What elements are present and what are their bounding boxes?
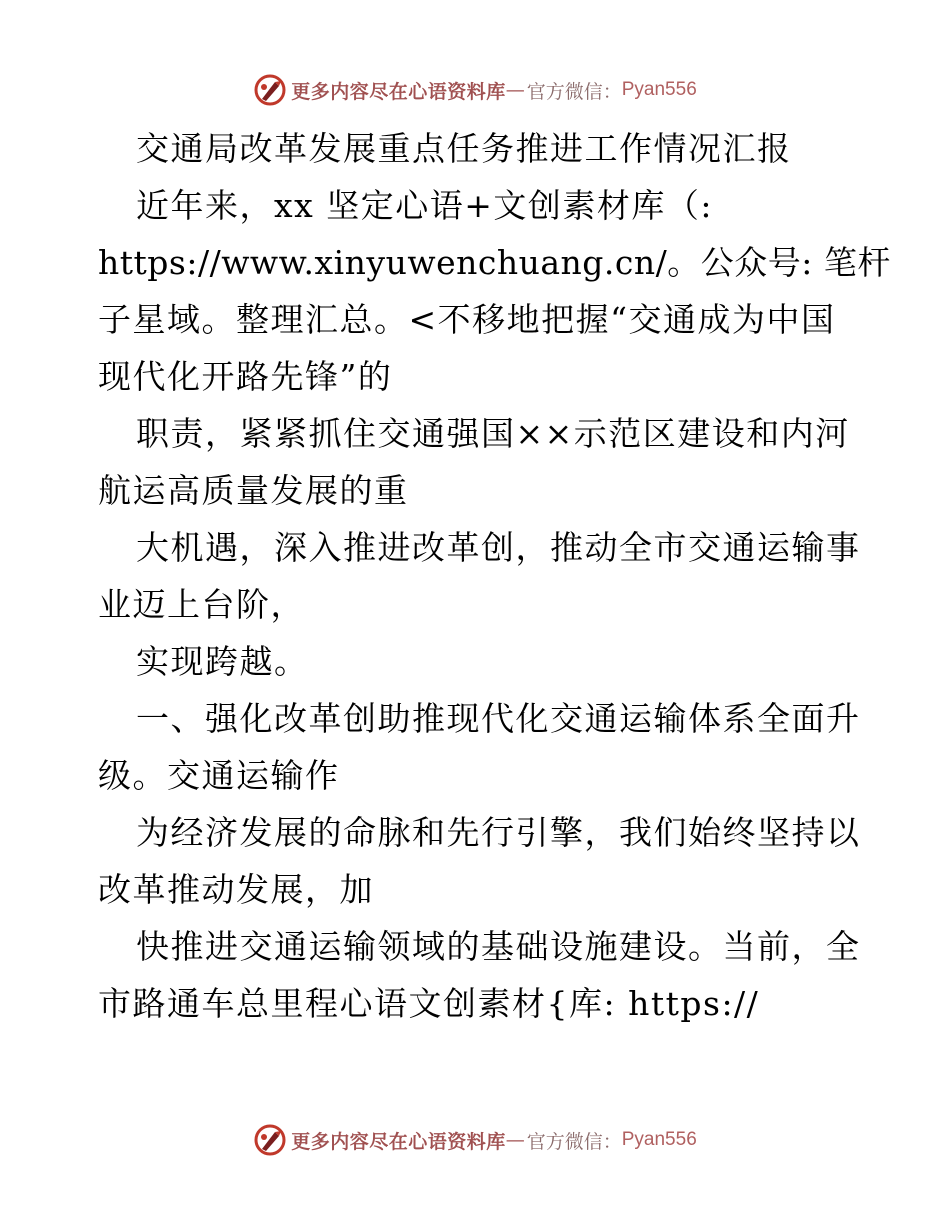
banner-wechat-id: Pyan556: [621, 79, 697, 100]
footer-banner: [0, 1120, 950, 1160]
paragraph-line: 航运高质量发展的重: [98, 471, 409, 510]
paragraph-line: 市路通车总里程心语文创素材{库: https://: [98, 984, 760, 1023]
document-title: 交通局改革发展重点任务推进工作情况汇报: [136, 129, 792, 168]
banner-dash: —: [505, 79, 525, 101]
section-heading-line: 一、强化改革创助推现代化交通运输体系全面升: [136, 699, 861, 738]
paragraph-line: 近年来，xx 坚定心语+文创素材库（:: [136, 186, 713, 225]
banner-dash: —: [505, 1129, 525, 1151]
pen-nib-logo-icon: [253, 73, 287, 107]
paragraph-line: 大机遇，深入推进改革创，推动全市交通运输事: [136, 528, 861, 567]
pen-nib-logo-icon: [253, 1123, 287, 1157]
paragraph-line: 实现跨越。: [136, 642, 309, 681]
paragraph-line: 子星域。整理汇总。<不移地把握“交通成为中国: [98, 300, 836, 339]
banner-wechat-id: Pyan556: [621, 1129, 697, 1150]
document-body: [98, 120, 891, 1032]
paragraph-line: 快推进交通运输领域的基础设施建设。当前，全: [136, 927, 861, 966]
paragraph-line: 改革推动发展，加: [98, 870, 374, 909]
paragraph-line: 为经济发展的命脉和先行引擎，我们始终坚持以: [136, 813, 861, 852]
header-banner: [0, 70, 950, 110]
banner-wechat-label: 官方微信：: [526, 80, 622, 103]
paragraph-line: 业迈上台阶，: [98, 585, 305, 624]
paragraph-line: 级。交通运输作: [98, 756, 340, 795]
paragraph-line: 职责，紧紧抓住交通强国××示范区建设和内河: [136, 414, 850, 453]
paragraph-line: 现代化开路先锋”的: [98, 357, 393, 396]
banner-main-text: 更多内容尽在心语资料库: [291, 80, 506, 103]
paragraph-line: https://www.xinyuwenchuang.cn/。公众号: 笔杆: [98, 243, 891, 282]
banner-wechat-label: 官方微信：: [526, 1130, 622, 1153]
banner-main-text: 更多内容尽在心语资料库: [291, 1130, 506, 1153]
